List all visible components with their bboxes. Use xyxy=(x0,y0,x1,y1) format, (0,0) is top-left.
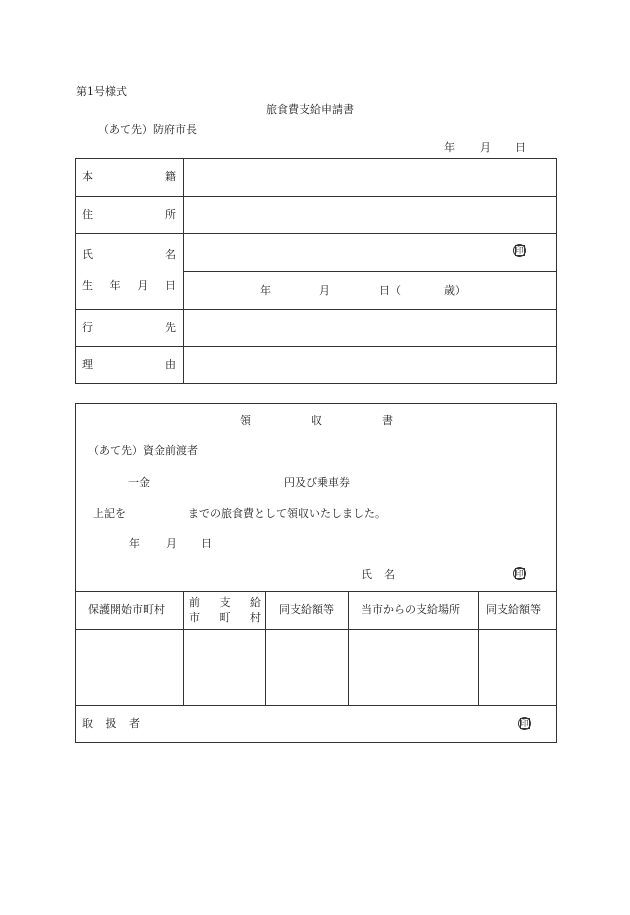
column-header-line: 市 町 村 xyxy=(189,611,261,624)
amount-suffix: 円及び乗車券 xyxy=(284,476,350,489)
handler-label: 取 扱 者 xyxy=(82,717,140,730)
row-label-name: 氏 名 xyxy=(82,248,176,261)
honseki-field[interactable] xyxy=(184,159,556,196)
destination-field[interactable] xyxy=(184,310,556,346)
statement-suffix: までの旅食費として領収いたしました。 xyxy=(188,507,386,520)
seal-icon: 印 xyxy=(513,567,526,580)
destination-blank-field[interactable] xyxy=(130,505,185,521)
amount-prefix: 一金 xyxy=(128,476,150,489)
form-number: 第1号様式 xyxy=(76,85,127,98)
birth-month-label: 月 xyxy=(319,284,330,297)
previous-municipality-field[interactable] xyxy=(184,630,265,705)
receipt-addressee: （あて先）資金前渡者 xyxy=(88,444,198,457)
date-year-label: 年 xyxy=(444,141,455,154)
grid-divider xyxy=(75,591,557,592)
amount-field-1[interactable] xyxy=(266,630,348,705)
receipt-name-field[interactable] xyxy=(400,565,505,583)
row-label-honseki: 本 籍 xyxy=(82,170,176,183)
amount-field[interactable] xyxy=(160,474,278,490)
seal-icon: 印 xyxy=(518,717,531,730)
payment-place-field[interactable] xyxy=(349,630,478,705)
receipt-day-label: 日 xyxy=(201,537,212,550)
column-header-payment-place: 当市からの支給場所 xyxy=(361,603,460,616)
receipt-year-label: 年 xyxy=(129,537,140,550)
start-municipality-field[interactable] xyxy=(76,630,183,705)
addressee: （あて先）防府市長 xyxy=(98,123,197,136)
handler-field[interactable] xyxy=(150,712,500,736)
statement-prefix: 上記を xyxy=(93,507,126,520)
seal-icon: 印 xyxy=(513,244,526,257)
row-label-reason: 理 由 xyxy=(82,358,176,371)
row-label-birthdate: 生 年 月 日 xyxy=(82,279,176,292)
column-header-start-municipality: 保護開始市町村 xyxy=(88,603,165,616)
birth-day-label: 日（ xyxy=(379,284,401,297)
receipt-name-label: 氏 名 xyxy=(361,568,395,581)
name-field[interactable] xyxy=(184,234,556,271)
form-title: 旅食費支給申請書 xyxy=(266,103,354,116)
column-header-line: 前 支 給 xyxy=(189,596,261,609)
age-label: 歳） xyxy=(444,284,466,297)
row-divider xyxy=(183,271,557,272)
row-label-address: 住 所 xyxy=(82,208,176,221)
date-month-label: 月 xyxy=(480,141,491,154)
birth-year-label: 年 xyxy=(260,284,271,297)
column-header-amount-2: 同支給額等 xyxy=(486,603,541,616)
row-label-destination: 行 先 xyxy=(82,321,176,334)
address-field[interactable] xyxy=(184,197,556,233)
amount-field-2[interactable] xyxy=(479,630,556,705)
column-header-amount: 同支給額等 xyxy=(279,603,334,616)
date-day-label: 日 xyxy=(515,141,526,154)
reason-field[interactable] xyxy=(184,347,556,383)
receipt-title: 領 収 書 xyxy=(240,414,393,427)
grid-divider xyxy=(75,705,557,706)
receipt-month-label: 月 xyxy=(166,537,177,550)
